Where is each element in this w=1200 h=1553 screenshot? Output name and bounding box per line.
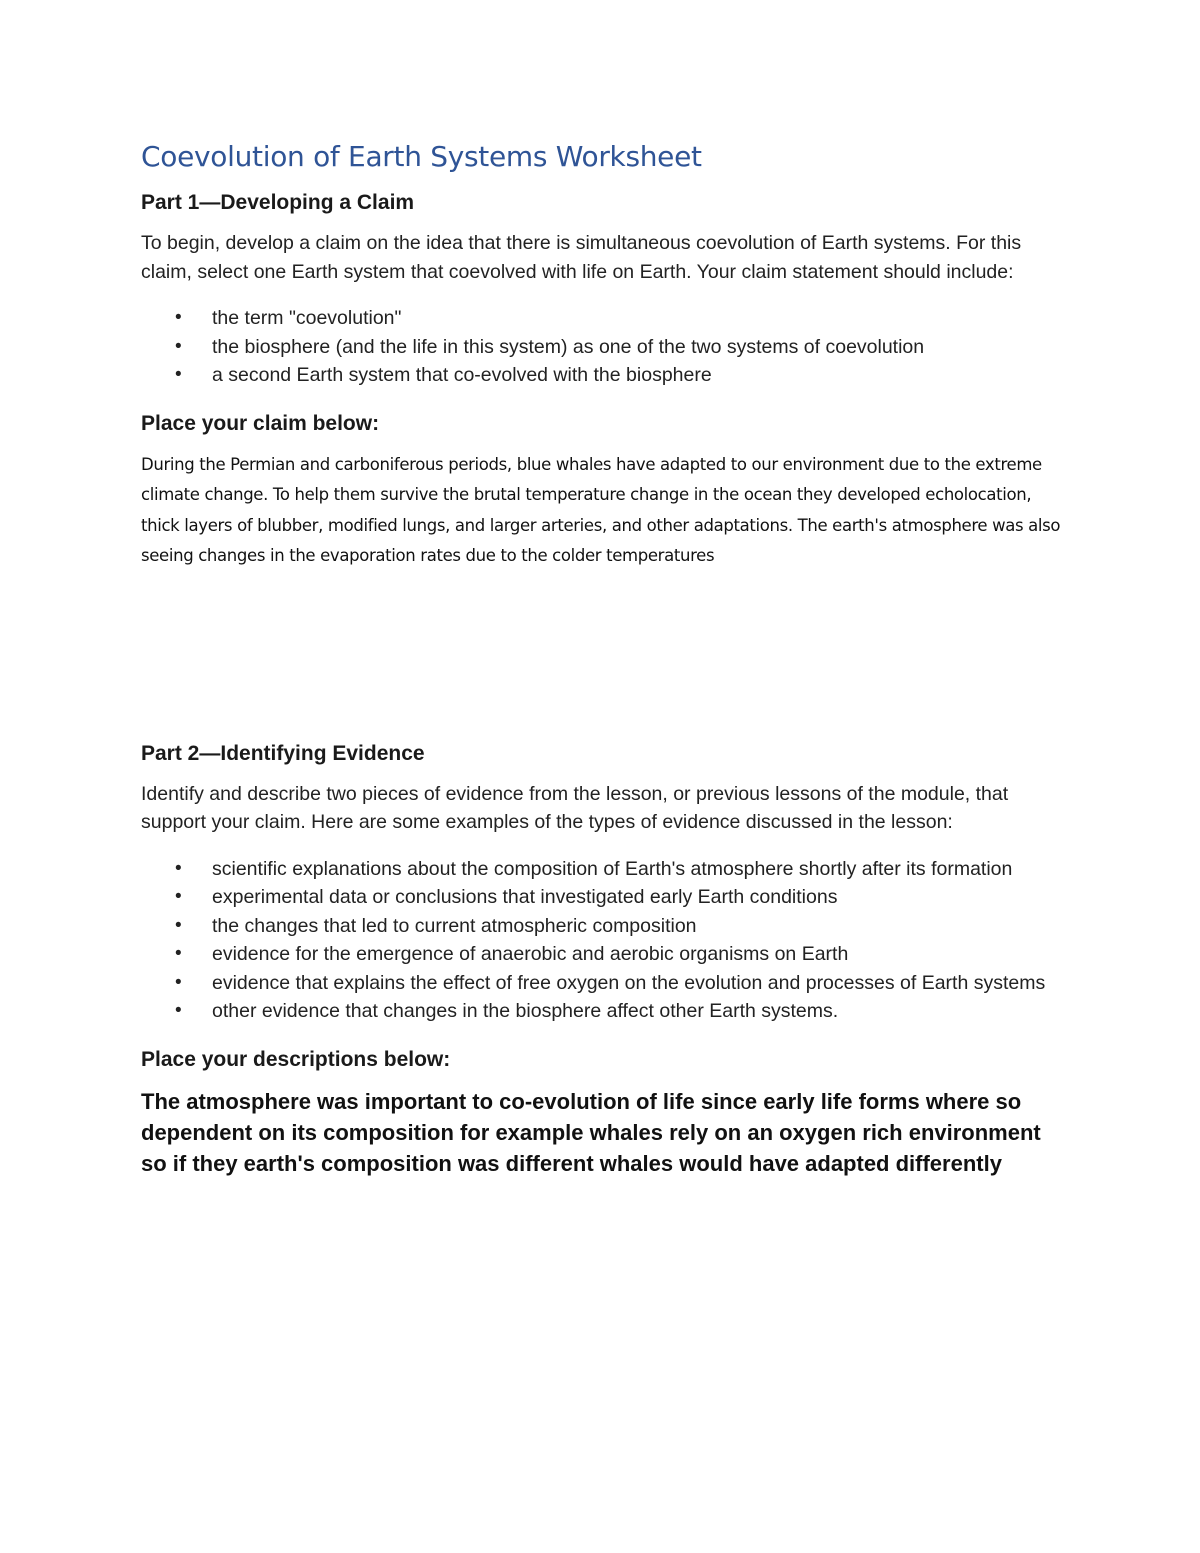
part2-bullet-list <box>141 855 1071 1026</box>
description-answer-text[interactable]: The atmosphere was important to co-evolution of life since early life forms where so dependent on its composition for example whales rely on an oxygen rich environment so if they earth's composition was different whales would have adapted differently <box>141 1088 1041 1176</box>
list-item: • evidence for the emergence of anaerobic and aerobic organisms on Earth <box>141 940 1071 969</box>
list-item: • the term "coevolution" <box>141 304 1071 333</box>
list-item: • scientific explanations about the composition of Earth's atmosphere shortly after its formation <box>141 855 1071 884</box>
bullet-icon: • <box>175 943 182 964</box>
part2-prompt: Place your descriptions below: <box>141 1047 451 1071</box>
part1-prompt: Place your claim below: <box>141 411 380 435</box>
list-item: • the biosphere (and the life in this system) as one of the two systems of coevolution <box>141 333 1071 362</box>
document-title: Coevolution of Earth Systems Worksheet <box>141 140 702 173</box>
list-item: • the changes that led to current atmospheric composition <box>141 912 1071 941</box>
list-item: • other evidence that changes in the biosphere affect other Earth systems. <box>141 997 1071 1026</box>
claim-answer-text[interactable]: During the Permian and carboniferous periods, blue whales have adapted to our environment due to the extreme climate change. To help them survive the brutal temperature change in the ocean they developed echolocation, thick layers of blubber, modified lungs, and larger arteries, and other adaptations. The earth's atmosphere was also seeing changes in the evaporation rates due to the colder temperatures <box>141 454 1061 565</box>
part1-section <box>141 189 1071 572</box>
bullet-icon: • <box>175 914 182 936</box>
bullet-icon: • <box>175 886 182 907</box>
part2-section <box>141 740 1071 1179</box>
part1-heading: Part 1—Developing a Claim <box>141 191 415 214</box>
part1-bullet-list <box>141 304 1071 390</box>
bullet-icon: • <box>175 857 182 879</box>
bullet-icon: • <box>175 364 182 385</box>
bullet-icon: • <box>175 1000 182 1021</box>
list-item: • evidence that explains the effect of free oxygen on the evolution and processes of Earth systems <box>141 969 1071 998</box>
list-item: • experimental data or conclusions that investigated early Earth conditions <box>141 883 1071 912</box>
bullet-icon: • <box>175 307 182 328</box>
document-page <box>141 140 1071 1179</box>
part1-intro: To begin, develop a claim on the idea that there is simultaneous coevolution of Earth systems. For this claim, select one Earth system that coevolved with life on Earth. Your claim statement should include: <box>141 232 1022 283</box>
list-item: • a second Earth system that co-evolved with the biosphere <box>141 361 1071 390</box>
part2-heading: Part 2—Identifying Evidence <box>141 741 425 765</box>
part2-intro: Identify and describe two pieces of evidence from the lesson, or previous lessons of the module, that support your claim. Here are some examples of the types of evidence discussed in the lesson: <box>141 782 1009 833</box>
bullet-icon: • <box>175 335 182 357</box>
bullet-icon: • <box>175 971 182 993</box>
